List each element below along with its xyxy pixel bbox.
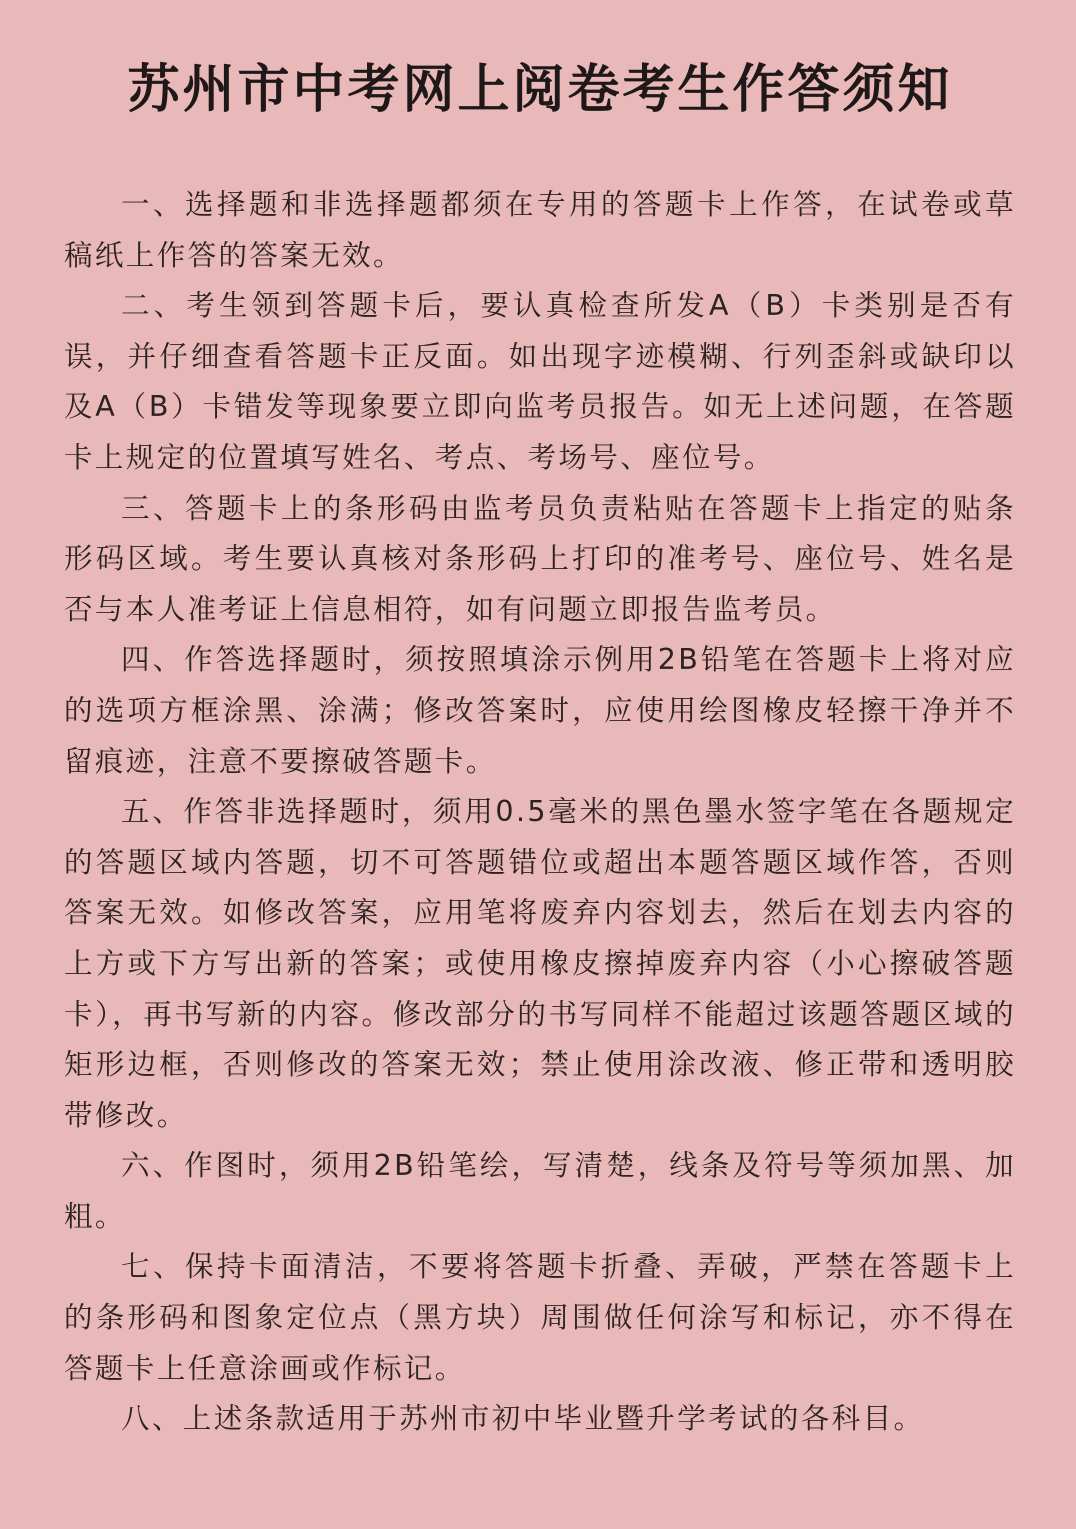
page-title: 苏州市中考网上阅卷考生作答须知 xyxy=(127,59,953,120)
rules-list xyxy=(64,180,1016,1445)
rule-7: 七、保持卡面清洁，不要将答题卡折叠、弄破，严禁在答题卡上的条形码和图象定位点（黑方块）周围做任何涂写和标记，亦不得在答题卡上任意涂画或作标记。 xyxy=(64,1250,1016,1385)
rule-3: 三、答题卡上的条形码由监考员负责粘贴在答题卡上指定的贴条形码区域。考生要认真核对条形码上打印的准考号、座位号、姓名是否与本人准考证上信息相符，如有问题立即报告监考员。 xyxy=(64,491,1016,626)
rule-4: 四、作答选择题时，须按照填涂示例用2B铅笔在答题卡上将对应的选项方框涂黑、涂满；修改答案时，应使用绘图橡皮轻擦干净并不留痕迹，注意不要擦破答题卡。 xyxy=(64,643,1016,778)
rule-2: 二、考生领到答题卡后，要认真检查所发A（B）卡类别是否有误，并仔细查看答题卡正反面。如出现字迹模糊、行列歪斜或缺印以及A（B）卡错发等现象要立即向监考员报告。如无上述问题，在答题卡上规定的位置填写姓名、考点、考场号、座位号。 xyxy=(64,289,1016,474)
rule-5: 五、作答非选择题时，须用0.5毫米的黑色墨水签字笔在各题规定的答题区域内答题，切不可答题错位或超出本题答题区域作答，否则答案无效。如修改答案，应用笔将废弃内容划去，然后在划去内容的上方或下方写出新的答案；或使用橡皮擦掉废弃内容（小心擦破答题卡），再书写新的内容。修改部分的书写同样不能超过该题答题区域的矩形边框，否则修改的答案无效；禁止使用涂改液、修正带和透明胶带修改。 xyxy=(64,795,1016,1132)
rule-1: 一、选择题和非选择题都须在专用的答题卡上作答，在试卷或草稿纸上作答的答案无效。 xyxy=(64,188,1016,272)
rule-6: 六、作图时，须用2B铅笔绘，写清楚，线条及符号等须加黑、加粗。 xyxy=(64,1149,1016,1233)
rule-8: 八、上述条款适用于苏州市初中毕业暨升学考试的各科目。 xyxy=(121,1402,925,1436)
